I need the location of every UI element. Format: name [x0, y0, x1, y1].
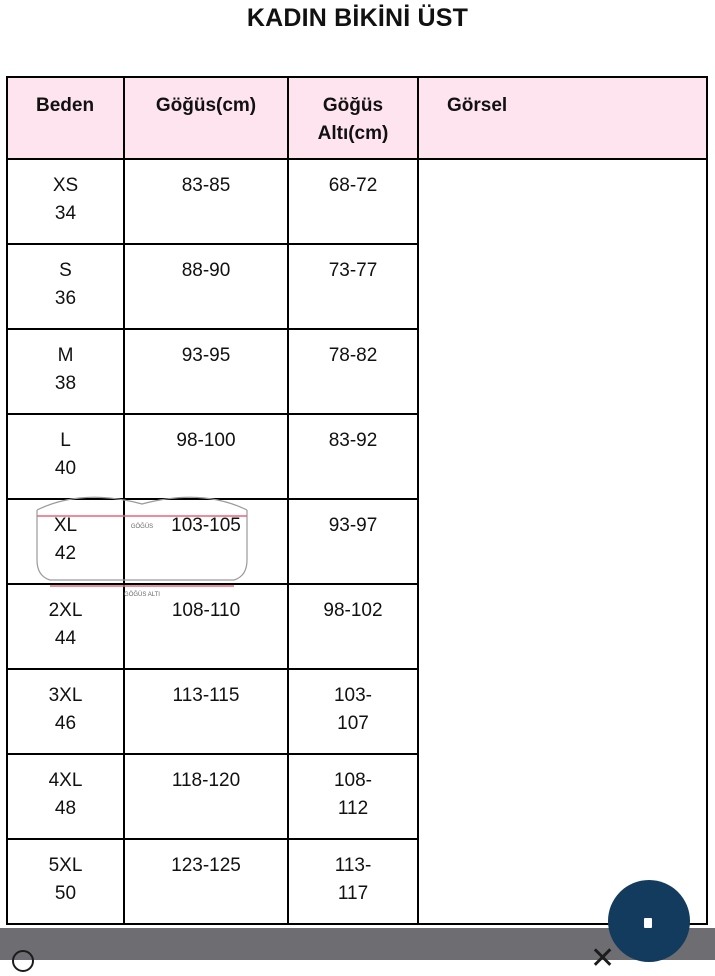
cell-beden: L 40 [7, 414, 124, 499]
floating-action-button[interactable] [608, 880, 690, 962]
header-gorsel: Görsel [418, 77, 707, 159]
cell-beden: M 38 [7, 329, 124, 414]
cell-gorsel [418, 159, 707, 924]
cell-beden: XS 34 [7, 159, 124, 244]
cell-gogus: 118-120 [124, 754, 288, 839]
cell-gogus-alti: 83-92 [288, 414, 418, 499]
cell-gogus-alti: 98-102 [288, 584, 418, 669]
diagram-top-edge [37, 497, 247, 510]
cell-gogus-alti: 78-82 [288, 329, 418, 414]
diagram-body-outline [37, 510, 247, 580]
table-row [7, 159, 707, 244]
cell-gogus-alti: 68-72 [288, 159, 418, 244]
cell-gogus: 88-90 [124, 244, 288, 329]
header-beden: Beden [7, 77, 124, 159]
cell-gogus: 103-105 [124, 499, 288, 584]
cell-beden: 5XL 50 [7, 839, 124, 924]
cell-gogus: 123-125 [124, 839, 288, 924]
cell-gogus: 98-100 [124, 414, 288, 499]
diagram-gogus-alti-label: GÖĞÜS ALTI [124, 592, 160, 598]
table-header-row [7, 77, 707, 159]
cell-gogus: 83-85 [124, 159, 288, 244]
cell-beden: S 36 [7, 244, 124, 329]
cell-beden: 2XL 44 [7, 584, 124, 669]
page-title: KADIN BİKİNİ ÜST [246, 4, 469, 32]
cell-beden: XL 42 [7, 499, 124, 584]
action-icon [644, 918, 652, 928]
bikini-top-diagram [32, 488, 252, 598]
cell-beden: 3XL 46 [7, 669, 124, 754]
header-gogus-alti: Göğüs Altı(cm) [288, 77, 418, 159]
close-icon[interactable]: ✕ [590, 941, 616, 976]
cell-beden: 4XL 48 [7, 754, 124, 839]
header-gogus: Göğüs(cm) [124, 77, 288, 159]
cell-gogus-alti: 108- 112 [288, 754, 418, 839]
cell-gogus: 113-115 [124, 669, 288, 754]
cell-gogus-alti: 113- 117 [288, 839, 418, 924]
cell-gogus: 93-95 [124, 329, 288, 414]
cell-gogus-alti: 103- 107 [288, 669, 418, 754]
cell-gogus: 108-110 [124, 584, 288, 669]
cell-gogus-alti: 93-97 [288, 499, 418, 584]
search-icon[interactable] [12, 950, 34, 972]
diagram-gogus-label: GÖĞÜS [130, 524, 154, 530]
cell-gogus-alti: 73-77 [288, 244, 418, 329]
